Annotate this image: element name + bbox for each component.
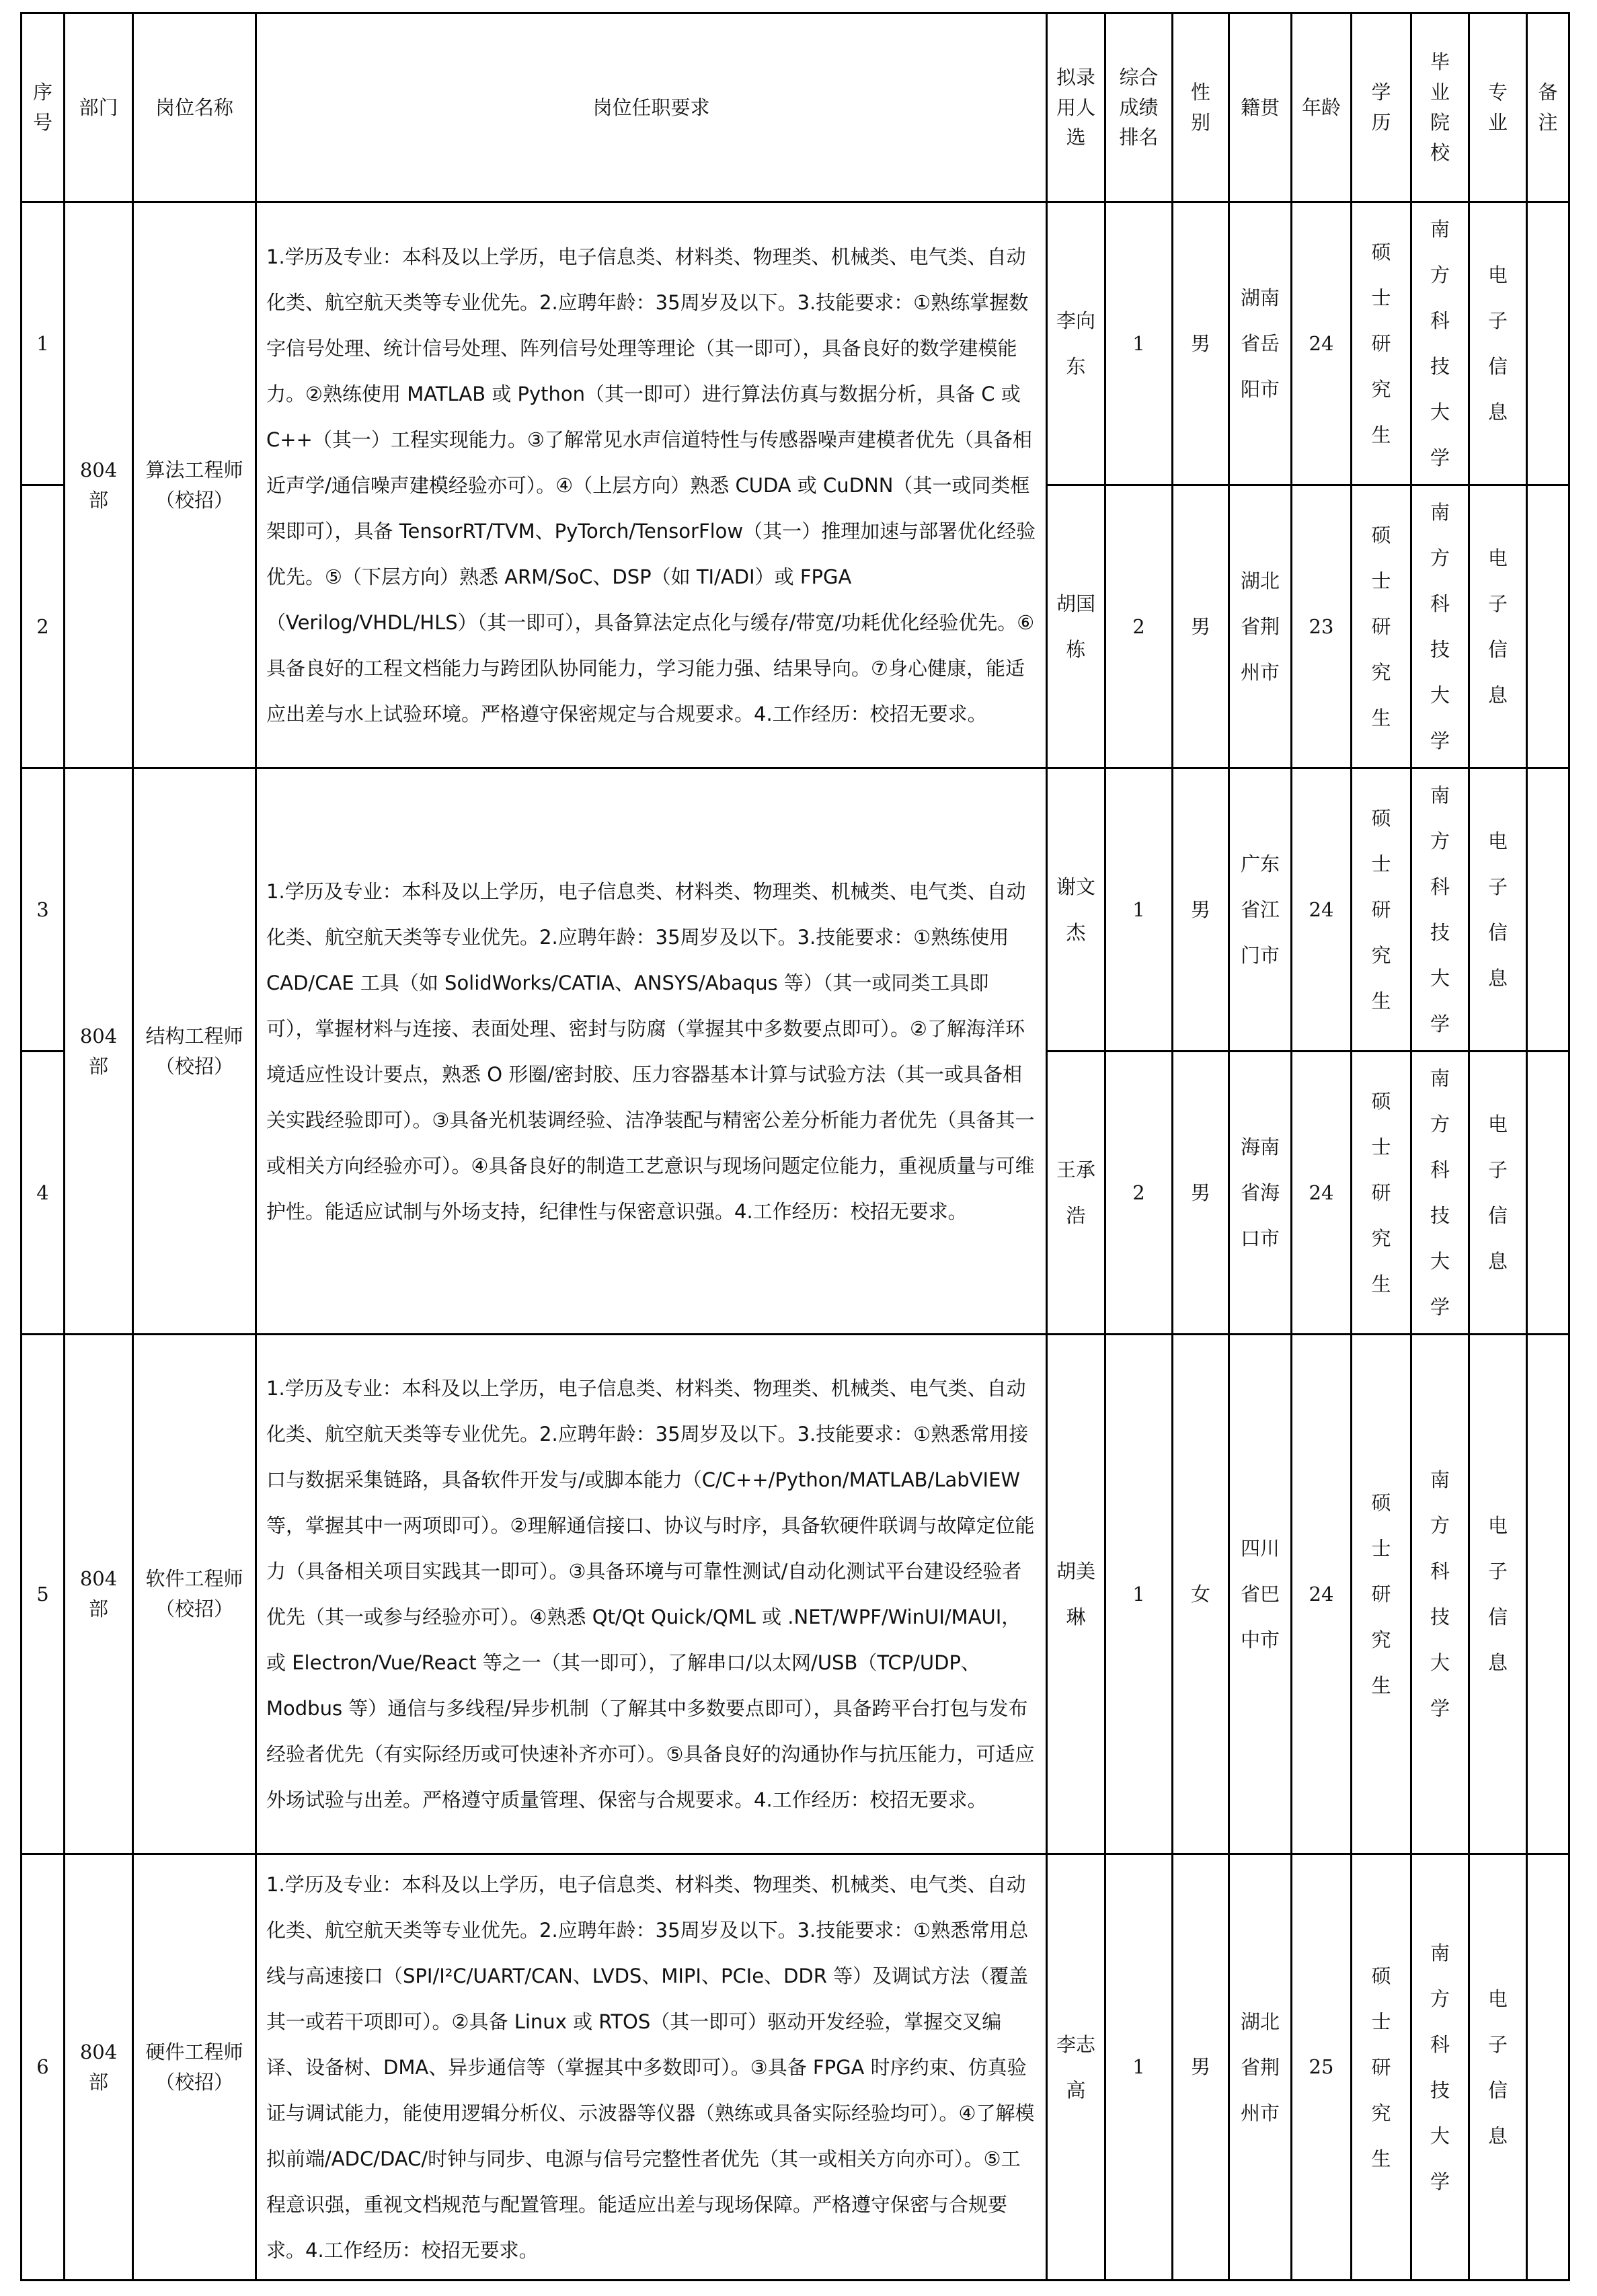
cell-dept: 804 部 — [65, 1854, 133, 2281]
header-rank: 综合 成绩 排名 — [1105, 13, 1173, 202]
cell-age: 24 — [1292, 1052, 1352, 1335]
cell-gender: 男 — [1173, 1052, 1229, 1335]
cell-position: 硬件工程师 （校招） — [133, 1854, 256, 2281]
cell-requirements: 1.学历及专业：本科及以上学历，电子信息类、材料类、物理类、机械类、电气类、自动化类、航空航天类等专业优先。2.应聘年龄：35周岁及以下。3.技能要求：①熟悉常用接口与数据采集链路，具备软件开发与/或脚本能力（C/C++/Python/MATLAB/LabVIEW 等，掌握其中一两项即可）。②理解通信接口、协议与时序，具备软硬件联调与故障定位能力（具备相关项目实践其一即可）。③具备环境与可靠性测试/自动化测试平台建设经验者优先（其一或参与经验亦可）。④熟悉 Qt/Qt Quick/QML 或 .NET/WPF/WinUI/MAUI，或 Electron/Vue/React 等之一（其一即可），了解串口/以太网/USB（TCP/UDP、Modbus 等）通信与多线程/异步机制（了解其中多数要点即可），具备跨平台打包与发布经验者优先（有实际经历或可快速补齐亦可）。⑤具备良好的沟通协作与抗压能力，可适应外场试验与出差。严格遵守质量管理、保密与合规要求。4.工作经历：校招无要求。 — [256, 1335, 1047, 1854]
cell-rank: 1 — [1105, 202, 1173, 485]
header-hometown: 籍贯 — [1229, 13, 1292, 202]
cell-major: 电 子 信 息 — [1469, 1335, 1527, 1854]
cell-education: 硕 士 研 究 生 — [1352, 1854, 1411, 2281]
header-major: 专 业 — [1469, 13, 1527, 202]
cell-hometown: 湖北 省荆 州市 — [1229, 1854, 1292, 2281]
cell-dept: 804 部 — [65, 768, 133, 1335]
cell-position: 软件工程师 （校招） — [133, 1335, 256, 1854]
cell-seq: 2 — [22, 485, 65, 768]
cell-rank: 2 — [1105, 485, 1173, 768]
cell-requirements: 1.学历及专业：本科及以上学历，电子信息类、材料类、物理类、机械类、电气类、自动化类、航空航天类等专业优先。2.应聘年龄：35周岁及以下。3.技能要求：①熟悉常用总线与高速接口（SPI/I²C/UART/CAN、LVDS、MIPI、PCIe、DDR 等）及调试方法（覆盖其一或若干项即可）。②具备 Linux 或 RTOS（其一即可）驱动开发经验，掌握交叉编译、设备树、DMA、异步通信等（掌握其中多数即可）。③具备 FPGA 时序约束、仿真验证与调试能力，能使用逻辑分析仪、示波器等仪器（熟练或具备实际经验均可）。④了解模拟前端/ADC/DAC/时钟与同步、电源与信号完整性者优先（其一或相关方向亦可）。⑤工程意识强，重视文档规范与配置管理。能适应出差与现场保障。严格遵守保密与合规要求。4.工作经历：校招无要求。 — [256, 1854, 1047, 2281]
cell-candidate: 谢文 杰 — [1047, 768, 1105, 1052]
cell-hometown: 四川 省巴 中市 — [1229, 1335, 1292, 1854]
cell-age: 23 — [1292, 485, 1352, 768]
cell-education: 硕 士 研 究 生 — [1352, 1052, 1411, 1335]
cell-seq: 3 — [22, 768, 65, 1052]
cell-requirements: 1.学历及专业：本科及以上学历，电子信息类、材料类、物理类、机械类、电气类、自动化类、航空航天类等专业优先。2.应聘年龄：35周岁及以下。3.技能要求：①熟练掌握数字信号处理、统计信号处理、阵列信号处理等理论（其一即可），具备良好的数学建模能力。②熟练使用 MATLAB 或 Python（其一即可）进行算法仿真与数据分析，具备 C 或 C++（其一）工程实现能力。③了解常见水声信道特性与传感器噪声建模者优先（具备相近声学/通信噪声建模经验亦可）。④（上层方向）熟悉 CUDA 或 CuDNN（其一或同类框架即可），具备 TensorRT/TVM、PyTorch/TensorFlow（其一）推理加速与部署优化经验优先。⑤（下层方向）熟悉 ARM/SoC、DSP（如 TI/ADI）或 FPGA（Verilog/VHDL/HLS）（其一即可），具备算法定点化与缓存/带宽/功耗优化经验优先。⑥具备良好的工程文档能力与跨团队协同能力，学习能力强、结果导向。⑦身心健康，能适应出差与水上试验环境。严格遵守保密规定与合规要求。4.工作经历：校招无要求。 — [256, 202, 1047, 768]
cell-gender: 男 — [1173, 202, 1229, 485]
cell-school: 南 方 科 技 大 学 — [1411, 1052, 1469, 1335]
cell-education: 硕 士 研 究 生 — [1352, 768, 1411, 1052]
cell-school: 南 方 科 技 大 学 — [1411, 485, 1469, 768]
cell-seq: 1 — [22, 202, 65, 485]
cell-hometown: 广东 省江 门市 — [1229, 768, 1292, 1052]
header-education: 学 历 — [1352, 13, 1411, 202]
cell-age: 24 — [1292, 1335, 1352, 1854]
header-remark: 备 注 — [1527, 13, 1569, 202]
cell-rank: 1 — [1105, 1854, 1173, 2281]
cell-major: 电 子 信 息 — [1469, 768, 1527, 1052]
header-gender: 性 别 — [1173, 13, 1229, 202]
cell-gender: 男 — [1173, 485, 1229, 768]
header-position: 岗位名称 — [133, 13, 256, 202]
cell-candidate: 王承 浩 — [1047, 1052, 1105, 1335]
cell-remark — [1527, 202, 1569, 485]
cell-age: 24 — [1292, 202, 1352, 485]
cell-requirements: 1.学历及专业：本科及以上学历，电子信息类、材料类、物理类、机械类、电气类、自动化类、航空航天类等专业优先。2.应聘年龄：35周岁及以下。3.技能要求：①熟练使用 CAD/CAE 工具（如 SolidWorks/CATIA、ANSYS/Abaqus 等）（其一或同类工具即可），掌握材料与连接、表面处理、密封与防腐（掌握其中多数要点即可）。②了解海洋环境适应性设计要点，熟悉 O 形圈/密封胶、压力容器基本计算与试验方法（其一或具备相关实践经验即可）。③具备光机装调经验、洁净装配与精密公差分析能力者优先（具备其一或相关方向经验亦可）。④具备良好的制造工艺意识与现场问题定位能力，重视质量与可维护性。能适应试制与外场支持，纪律性与保密意识强。4.工作经历：校招无要求。 — [256, 768, 1047, 1335]
cell-school: 南 方 科 技 大 学 — [1411, 1854, 1469, 2281]
cell-candidate: 胡美 琳 — [1047, 1335, 1105, 1854]
cell-dept: 804 部 — [65, 1335, 133, 1854]
cell-position: 算法工程师 （校招） — [133, 202, 256, 768]
cell-seq: 4 — [22, 1052, 65, 1335]
cell-remark — [1527, 485, 1569, 768]
cell-education: 硕 士 研 究 生 — [1352, 202, 1411, 485]
cell-school: 南 方 科 技 大 学 — [1411, 1335, 1469, 1854]
cell-age: 24 — [1292, 768, 1352, 1052]
cell-school: 南 方 科 技 大 学 — [1411, 202, 1469, 485]
cell-position: 结构工程师 （校招） — [133, 768, 256, 1335]
cell-age: 25 — [1292, 1854, 1352, 2281]
cell-remark — [1527, 768, 1569, 1052]
table-row — [22, 1335, 1569, 1854]
table-row — [22, 768, 1569, 1052]
cell-seq: 5 — [22, 1335, 65, 1854]
header-age: 年龄 — [1292, 13, 1352, 202]
cell-hometown: 湖南 省岳 阳市 — [1229, 202, 1292, 485]
cell-dept: 804 部 — [65, 202, 133, 768]
header-dept: 部门 — [65, 13, 133, 202]
cell-hometown: 湖北 省荆 州市 — [1229, 485, 1292, 768]
cell-rank: 1 — [1105, 1335, 1173, 1854]
cell-major: 电 子 信 息 — [1469, 1854, 1527, 2281]
cell-education: 硕 士 研 究 生 — [1352, 485, 1411, 768]
table-row — [22, 1854, 1569, 2281]
cell-seq: 6 — [22, 1854, 65, 2281]
cell-gender: 男 — [1173, 1854, 1229, 2281]
header-requirements: 岗位任职要求 — [256, 13, 1047, 202]
header-seq: 序 号 — [22, 13, 65, 202]
cell-major: 电 子 信 息 — [1469, 202, 1527, 485]
cell-major: 电 子 信 息 — [1469, 485, 1527, 768]
cell-gender: 女 — [1173, 1335, 1229, 1854]
cell-remark — [1527, 1854, 1569, 2281]
cell-remark — [1527, 1335, 1569, 1854]
cell-school: 南 方 科 技 大 学 — [1411, 768, 1469, 1052]
cell-gender: 男 — [1173, 768, 1229, 1052]
header-row — [22, 13, 1569, 202]
table-row — [22, 202, 1569, 485]
cell-candidate: 李志 高 — [1047, 1854, 1105, 2281]
cell-rank: 1 — [1105, 768, 1173, 1052]
hiring-table — [20, 12, 1570, 2281]
header-school: 毕 业 院 校 — [1411, 13, 1469, 202]
cell-education: 硕 士 研 究 生 — [1352, 1335, 1411, 1854]
cell-rank: 2 — [1105, 1052, 1173, 1335]
cell-candidate: 胡国 栋 — [1047, 485, 1105, 768]
cell-remark — [1527, 1052, 1569, 1335]
header-candidate: 拟录 用人 选 — [1047, 13, 1105, 202]
cell-hometown: 海南 省海 口市 — [1229, 1052, 1292, 1335]
cell-candidate: 李向 东 — [1047, 202, 1105, 485]
cell-major: 电 子 信 息 — [1469, 1052, 1527, 1335]
